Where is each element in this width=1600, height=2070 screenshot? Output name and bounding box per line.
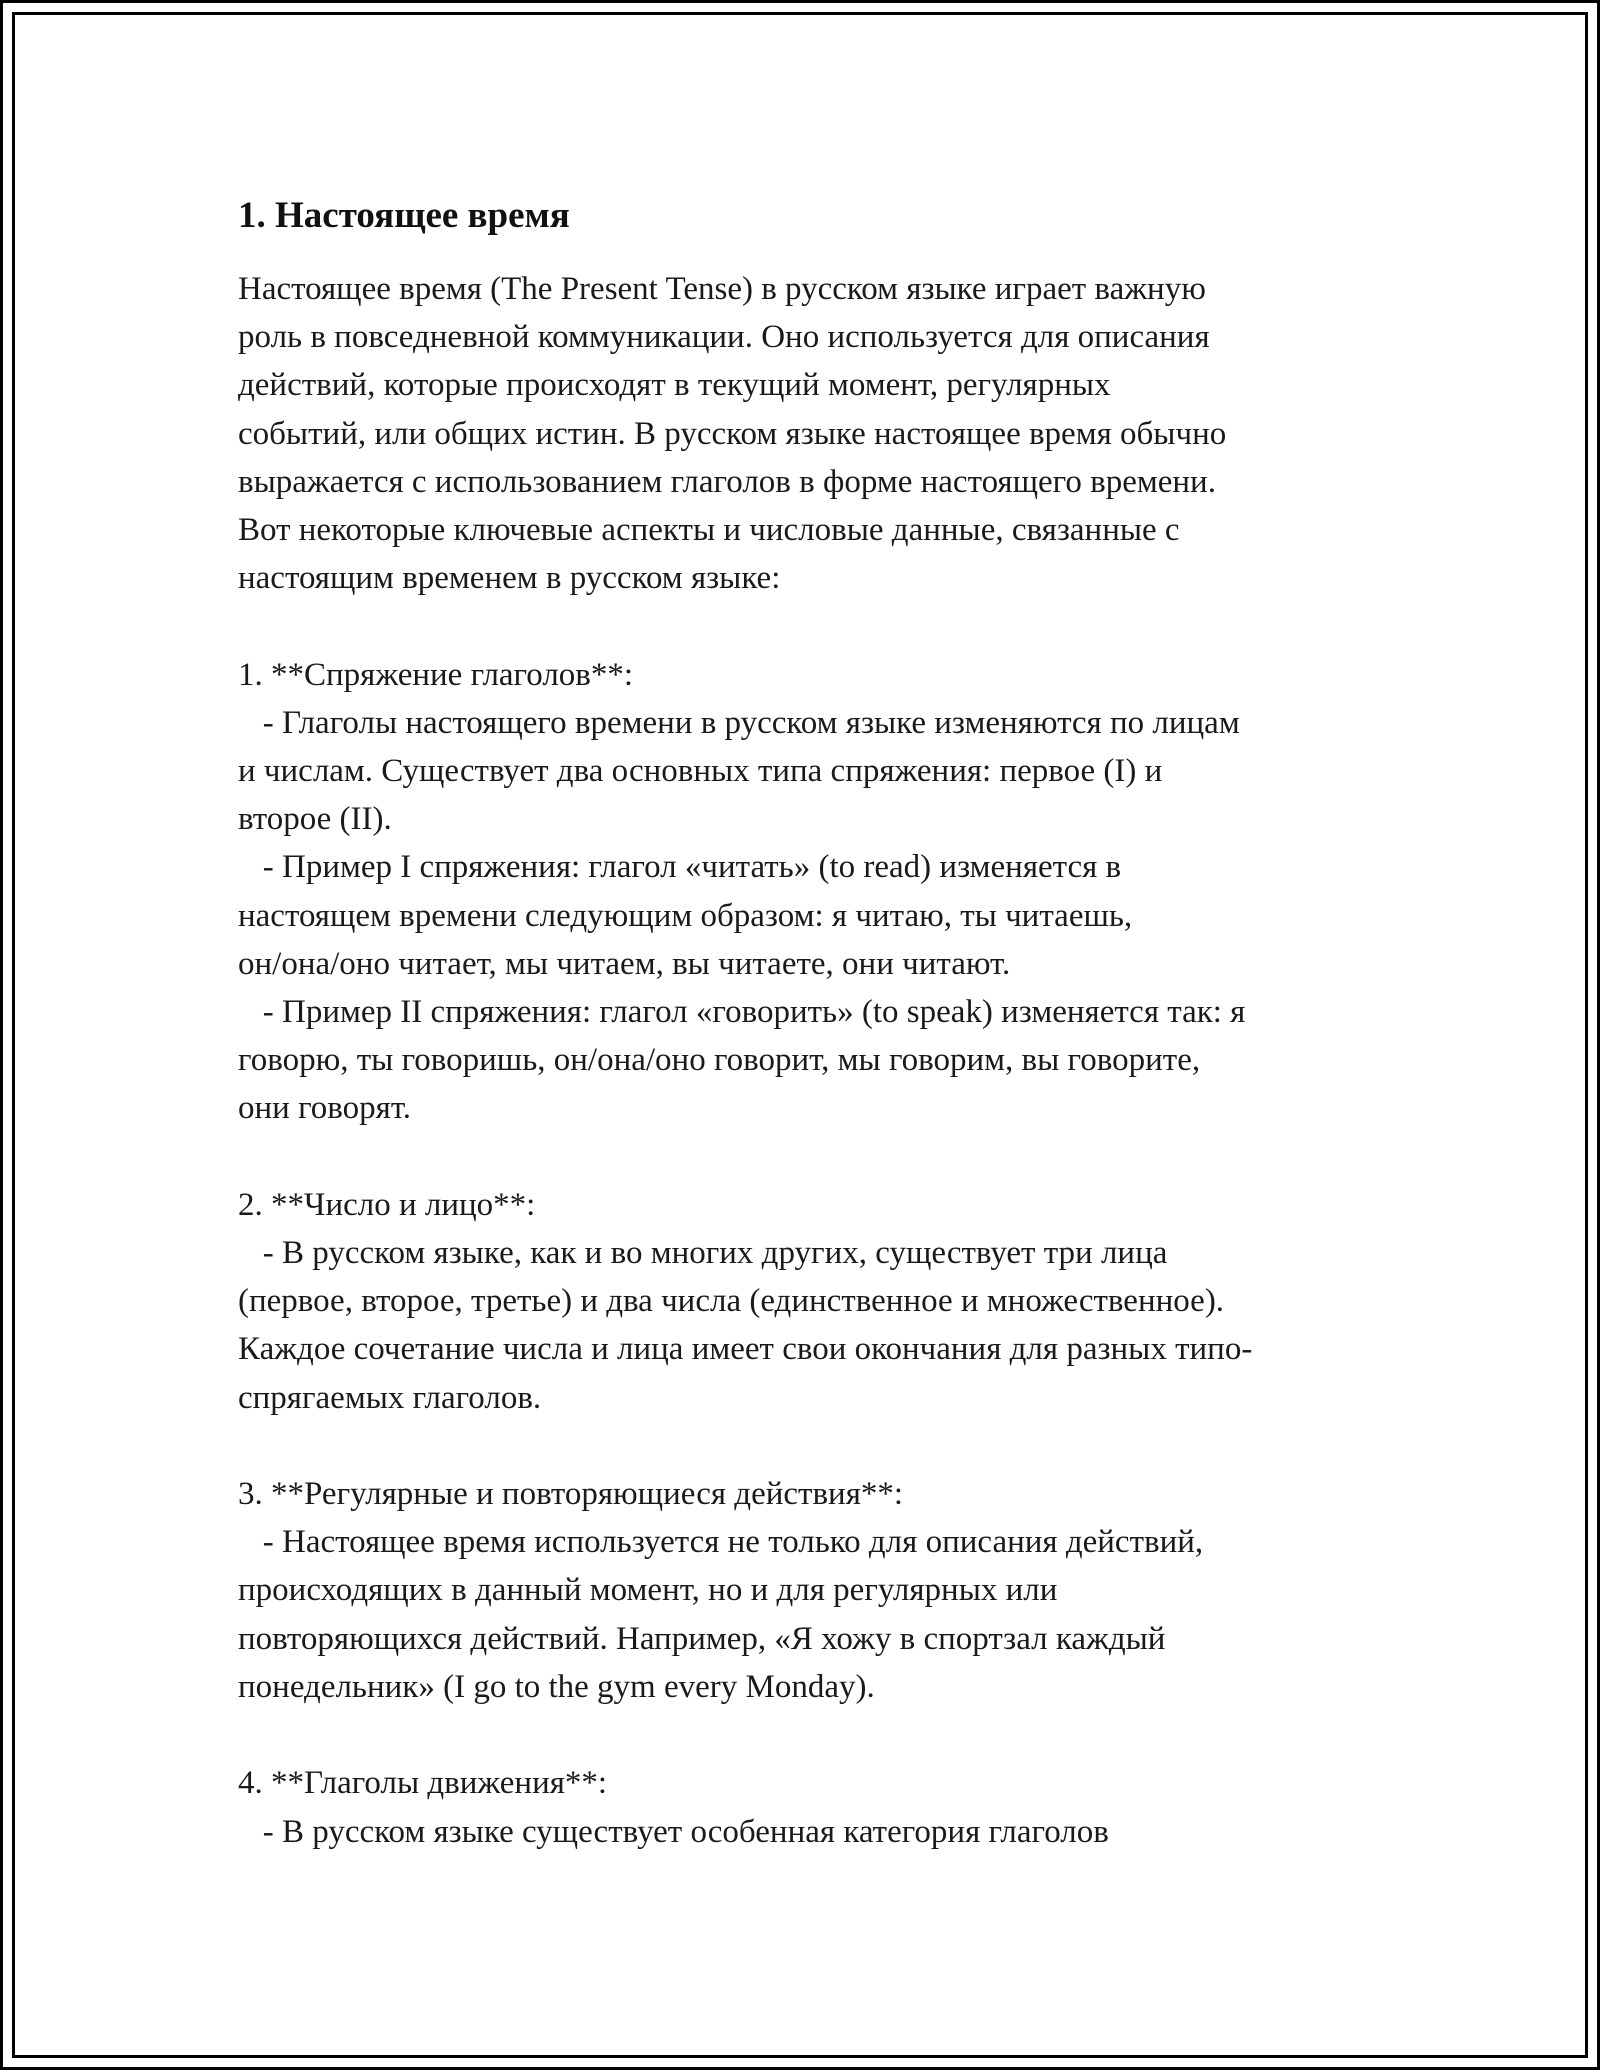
section-heading: 1. Настоящее время: [238, 195, 570, 236]
section-body-text: Настоящее время (The Present Tense) в русском языке играет важную роль в повседневной коммуникации. Оно используется для описания действий, которые происходят в текущий момент, регулярных событий, или общих истин. В русском языке настоящее время обычно выражается с использованием глаголов в форме настоящего времени. Вот некоторые ключевые аспекты и числовые данные, связанные с настоящим временем в русском языке: 1. **Спряжение глаголов**: - Глаголы настоящего времени в русском языке изменяются по лицам и числам. Существует два основных типа спряжения: первое (I) и второе (II). - Пример I спряжения: глагол «читать» (to read) изменяется в настоящем времени следующим образом: я читаю, ты читаешь, он/она/оно читает, мы читаем, вы читаете, они читают. - Пример II спряжения: глагол «говорить» (to speak) изменяется так: я говорю, ты говоришь, он/она/оно говорит, мы говорим, вы говорите, они говорят. 2. **Число и лицо**: - В русском языке, как и во многих других, существует три лица (первое, второе, третье) и два числа (единственное и множественное). Каждое сочетание числа и лица имеет свои окончания для разных типо- спрягаемых глаголов. 3. **Регулярные и повторяющиеся действия**: - Настоящее время используется не только для описания действий, происходящих в данный момент, но и для регулярных или повторяющихся действий. Например, «Я хожу в спортзал каждый понедельник» (I go to the gym every Monday). 4. **Глаголы движения**: - В русском языке существует особенная категория глаголов: [238, 271, 1253, 1850]
document-content: [238, 191, 1388, 1856]
